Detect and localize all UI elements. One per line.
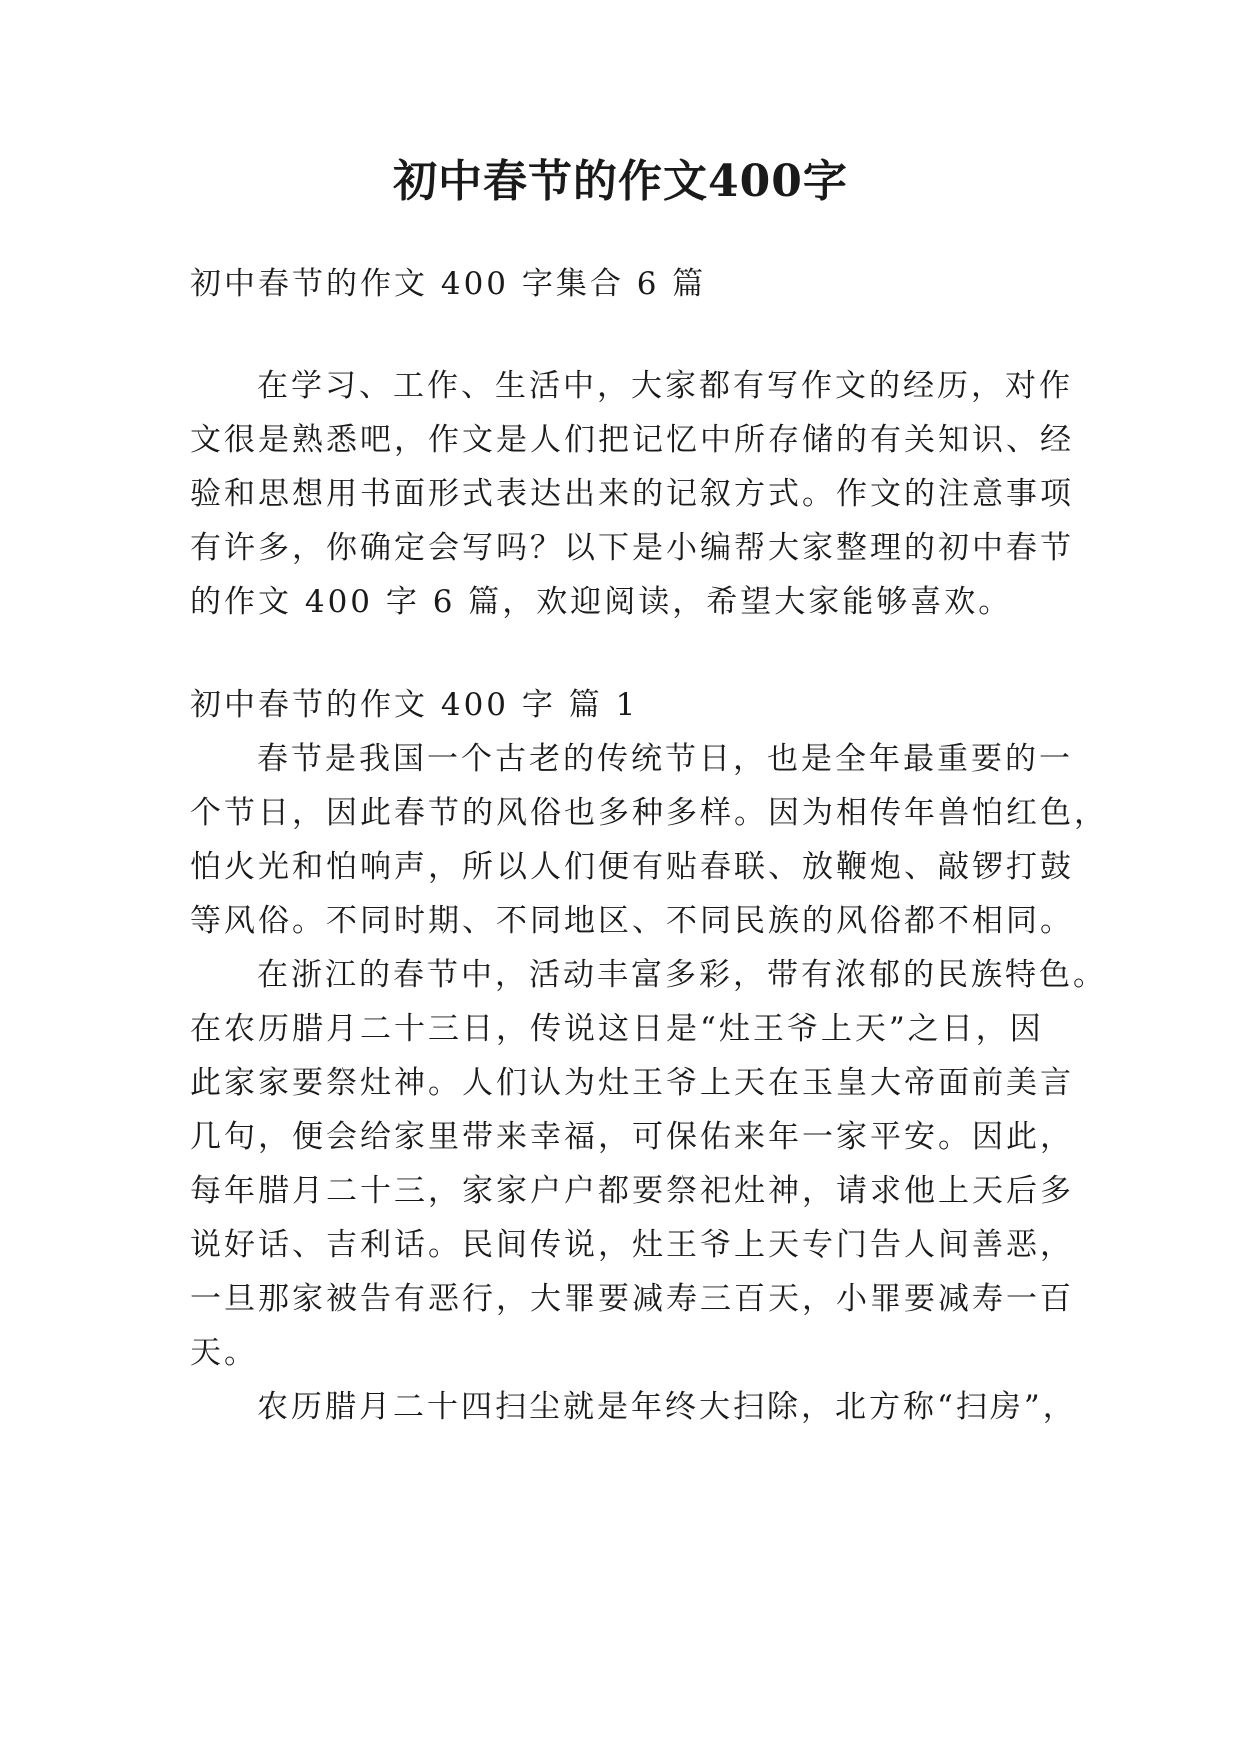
intro-line: 的作文 400 字 6 篇，欢迎阅读，希望大家能够喜欢。 [190, 584, 1013, 620]
intro-line: 有许多，你确定会写吗？以下是小编帮大家整理的初中春节 [190, 530, 1074, 566]
paragraph-line: 等风俗。不同时期、不同地区、不同民族的风俗都不相同。 [190, 903, 1074, 939]
intro-line: 文很是熟悉吧，作文是人们把记忆中所存储的有关知识、经 [190, 422, 1074, 458]
paragraph-line: 春节是我国一个古老的传统节日，也是全年最重要的一 [257, 741, 1073, 777]
paragraph-line: 说好话、吉利话。民间传说，灶王爷上天专门告人间善恶， [190, 1227, 1074, 1263]
paragraph-line: 个节日，因此春节的风俗也多种多样。因为相传年兽怕红色， [190, 795, 1108, 831]
paragraph-line: 每年腊月二十三，家家户户都要祭祀灶神，请求他上天后多 [190, 1173, 1074, 1209]
paragraph-line: 农历腊月二十四扫尘就是年终大扫除，北方称“扫房”， [257, 1389, 1077, 1425]
paragraph-line: 天。 [190, 1335, 258, 1371]
document-subtitle: 初中春节的作文 400 字集合 6 篇 [190, 266, 707, 302]
paragraph-line: 怕火光和怕响声，所以人们便有贴春联、放鞭炮、敲锣打鼓 [190, 849, 1074, 885]
intro-line: 在学习、工作、生活中，大家都有写作文的经历，对作 [257, 368, 1073, 404]
paragraph-line: 几句，便会给家里带来幸福，可保佑来年一家平安。因此， [190, 1119, 1074, 1155]
paragraph-line: 在浙江的春节中，活动丰富多彩，带有浓郁的民族特色。 [257, 957, 1107, 993]
section-heading: 初中春节的作文 400 字 篇 1 [190, 687, 639, 723]
paragraph-line: 一旦那家被告有恶行，大罪要减寿三百天，小罪要减寿一百 [190, 1281, 1074, 1317]
paragraph-line: 在农历腊月二十三日，传说这日是“灶王爷上天”之日，因 [190, 1011, 1044, 1047]
paragraph-line: 此家家要祭灶神。人们认为灶王爷上天在玉皇大帝面前美言 [190, 1065, 1074, 1101]
intro-line: 验和思想用书面形式表达出来的记叙方式。作文的注意事项 [190, 476, 1074, 512]
document-title: 初中春节的作文400字 [393, 156, 848, 207]
